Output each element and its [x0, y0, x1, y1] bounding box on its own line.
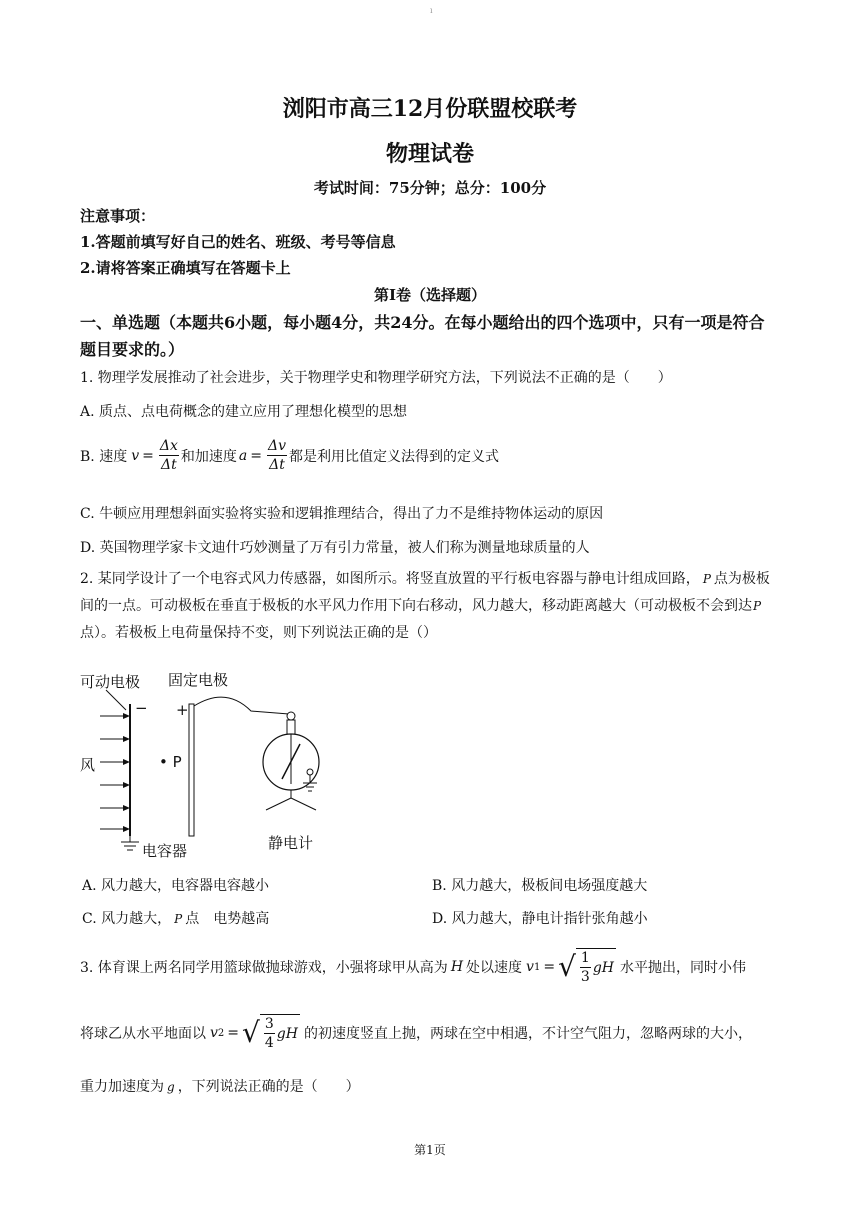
- q3-sqrt-2: [242, 1014, 300, 1052]
- exam-title: 浏阳市高三12月份联盟校联考: [282, 96, 578, 122]
- header-mark: ı: [430, 6, 433, 15]
- q3-line-1: [80, 948, 746, 986]
- label-electrometer: 静电计: [268, 834, 314, 852]
- q3-gh-2: gH: [276, 1025, 298, 1042]
- electrometer-terminal: [307, 769, 313, 775]
- q2-option-c: [82, 908, 269, 928]
- movable-plate-leader: [106, 690, 126, 710]
- exam-subtitle: 物理试卷: [385, 141, 474, 167]
- q2-stem: [80, 566, 780, 647]
- q2-option-b: B. 风力越大，极板间电场强度越大: [432, 878, 648, 894]
- q3-frac2-den: 4: [264, 1035, 274, 1051]
- section-instructions: 一、单选题（本题共6小题，每小题4分，共24分。在每小题给出的四个选项中，只有一项是符合题目要求的。）: [80, 313, 765, 359]
- label-movable-plate: 可动电极: [80, 673, 141, 691]
- plus-sign: +: [176, 701, 189, 719]
- sqrt-icon: √: [558, 950, 576, 983]
- q3-h: H: [450, 959, 464, 975]
- q3-v2: v: [210, 1025, 218, 1041]
- q3-v2-sub: 2: [217, 1027, 225, 1039]
- q2-c-suffix: 点 电势越高: [185, 911, 270, 927]
- q3-line1-b: 处以速度: [466, 960, 523, 976]
- q3-line2-a: 将球乙从水平地面以: [80, 1026, 206, 1042]
- q1-option-a: A. 质点、点电荷概念的建立应用了理想化模型的思想: [80, 404, 408, 420]
- electrometer-legs: [266, 790, 316, 810]
- sqrt-icon: √: [242, 1016, 260, 1049]
- exam-meta: 考试时间：75分钟；总分：100分: [313, 179, 547, 197]
- q2-stem-part1: 2. 某同学设计了一个电容式风力传感器，如图所示。将竖直放置的平行板电容器与静电计组成回路，: [80, 571, 700, 587]
- wind-arrows: [100, 713, 130, 832]
- q3-line-3: [80, 1076, 360, 1096]
- q1-b-suffix: 都是利用比值定义法得到的定义式: [289, 448, 499, 465]
- q1-b-eq2: =: [250, 447, 262, 464]
- q3-v1: v: [526, 959, 534, 975]
- q3-line1-c: 水平抛出，同时小伟: [620, 960, 746, 976]
- electrometer-stem: [287, 720, 295, 734]
- q1-b-num2: Δv: [267, 438, 286, 454]
- label-fixed-plate: 固定电极: [168, 671, 229, 689]
- q3-fraction-2: [264, 1015, 275, 1052]
- minus-sign: −: [135, 699, 148, 717]
- q3-g: g: [167, 1080, 175, 1094]
- q1-b-fraction-1: [159, 437, 179, 474]
- q3-gh-1: gH: [592, 959, 614, 976]
- q3-line-2: [80, 1014, 752, 1052]
- q1-b-prefix: B. 速度: [80, 448, 128, 465]
- electrometer-knob: [287, 712, 295, 720]
- q3-line3-b: ，下列说法正确的是（ ）: [177, 1079, 360, 1095]
- q1-option-d: D. 英国物理学家卡文迪什巧妙测量了万有引力常量，被人们称为测量地球质量的人: [80, 540, 590, 556]
- q3-line1-a: 3. 体育课上两名同学用篮球做抛球游戏，小强将球甲从高为: [80, 960, 448, 976]
- q3-frac2-num: 3: [264, 1016, 274, 1032]
- q1-b-num1: Δx: [159, 438, 178, 454]
- notice-item-2: 2.请将答案正确填写在答题卡上: [80, 259, 291, 277]
- q3-radicand-1: [576, 948, 616, 986]
- page-footer: 第1页: [414, 1143, 446, 1157]
- q2-stem-part3: 点）。若极板上电荷量保持不变，则下列说法正确的是（）: [80, 625, 437, 641]
- label-point-p: • P: [159, 753, 182, 771]
- q2-p-1: P: [702, 572, 711, 586]
- ground-symbol-left: [121, 842, 139, 850]
- q1-b-eq: =: [142, 447, 154, 464]
- q3-fraction-1: [580, 949, 591, 986]
- q3-v1-sub: 1: [533, 961, 541, 973]
- q1-b-fraction-2: [267, 437, 287, 474]
- q3-radicand-2: [260, 1014, 300, 1052]
- q2-c-prefix: C. 风力越大，: [82, 911, 172, 927]
- q2-p-2: P: [753, 599, 762, 613]
- q3-eq1: =: [543, 959, 556, 975]
- q1-stem: 1. 物理学发展推动了社会进步，关于物理学史和物理学研究方法，下列说法不正确的是（ ）: [80, 370, 672, 386]
- q3-line3-a: 重力加速度为: [80, 1079, 164, 1095]
- q3-frac1-den: 3: [580, 969, 590, 985]
- q2-c-p: P: [174, 912, 183, 926]
- section-title: 第I卷（选择题）: [373, 286, 487, 304]
- q3-line2-b: 的初速度竖直上抛，两球在空中相遇，不计空气阻力，忽略两球的大小，: [303, 1026, 752, 1042]
- label-wind: 风: [80, 756, 96, 774]
- q1-b-a: a: [238, 447, 248, 464]
- q3-eq2: =: [227, 1025, 240, 1041]
- connecting-wire: [194, 697, 289, 714]
- fixed-plate: [189, 704, 194, 836]
- q3-sqrt-1: [558, 948, 616, 986]
- notice-heading: 注意事项：: [80, 207, 156, 225]
- q1-b-mid: 和加速度: [180, 448, 237, 465]
- q2-stem-part2: 点为极板间的一点。可动极板在垂直于极板的水平风力作用下向右移动，风力越大，移动距离越大（可动极板不会到达: [80, 571, 770, 614]
- q1-option-c: C. 牛顿应用理想斜面实验将实验和逻辑推理结合，得出了力不是维持物体运动的原因: [80, 506, 604, 522]
- q3-frac1-num: 1: [580, 950, 590, 966]
- notice-item-1: 1.答题前填写好自己的姓名、班级、考号等信息: [80, 233, 396, 251]
- q2-option-a: A. 风力越大，电容器电容越小: [82, 878, 270, 894]
- label-capacitor: 电容器: [142, 842, 188, 860]
- q1-b-den1: Δt: [160, 457, 177, 473]
- q2-option-d: D. 风力越大，静电计指针张角越小: [432, 911, 648, 927]
- capacitor-diagram: [76, 666, 336, 866]
- q1-option-b: [80, 437, 499, 474]
- q1-b-v: v: [131, 447, 140, 464]
- q1-b-den2: Δt: [269, 457, 285, 473]
